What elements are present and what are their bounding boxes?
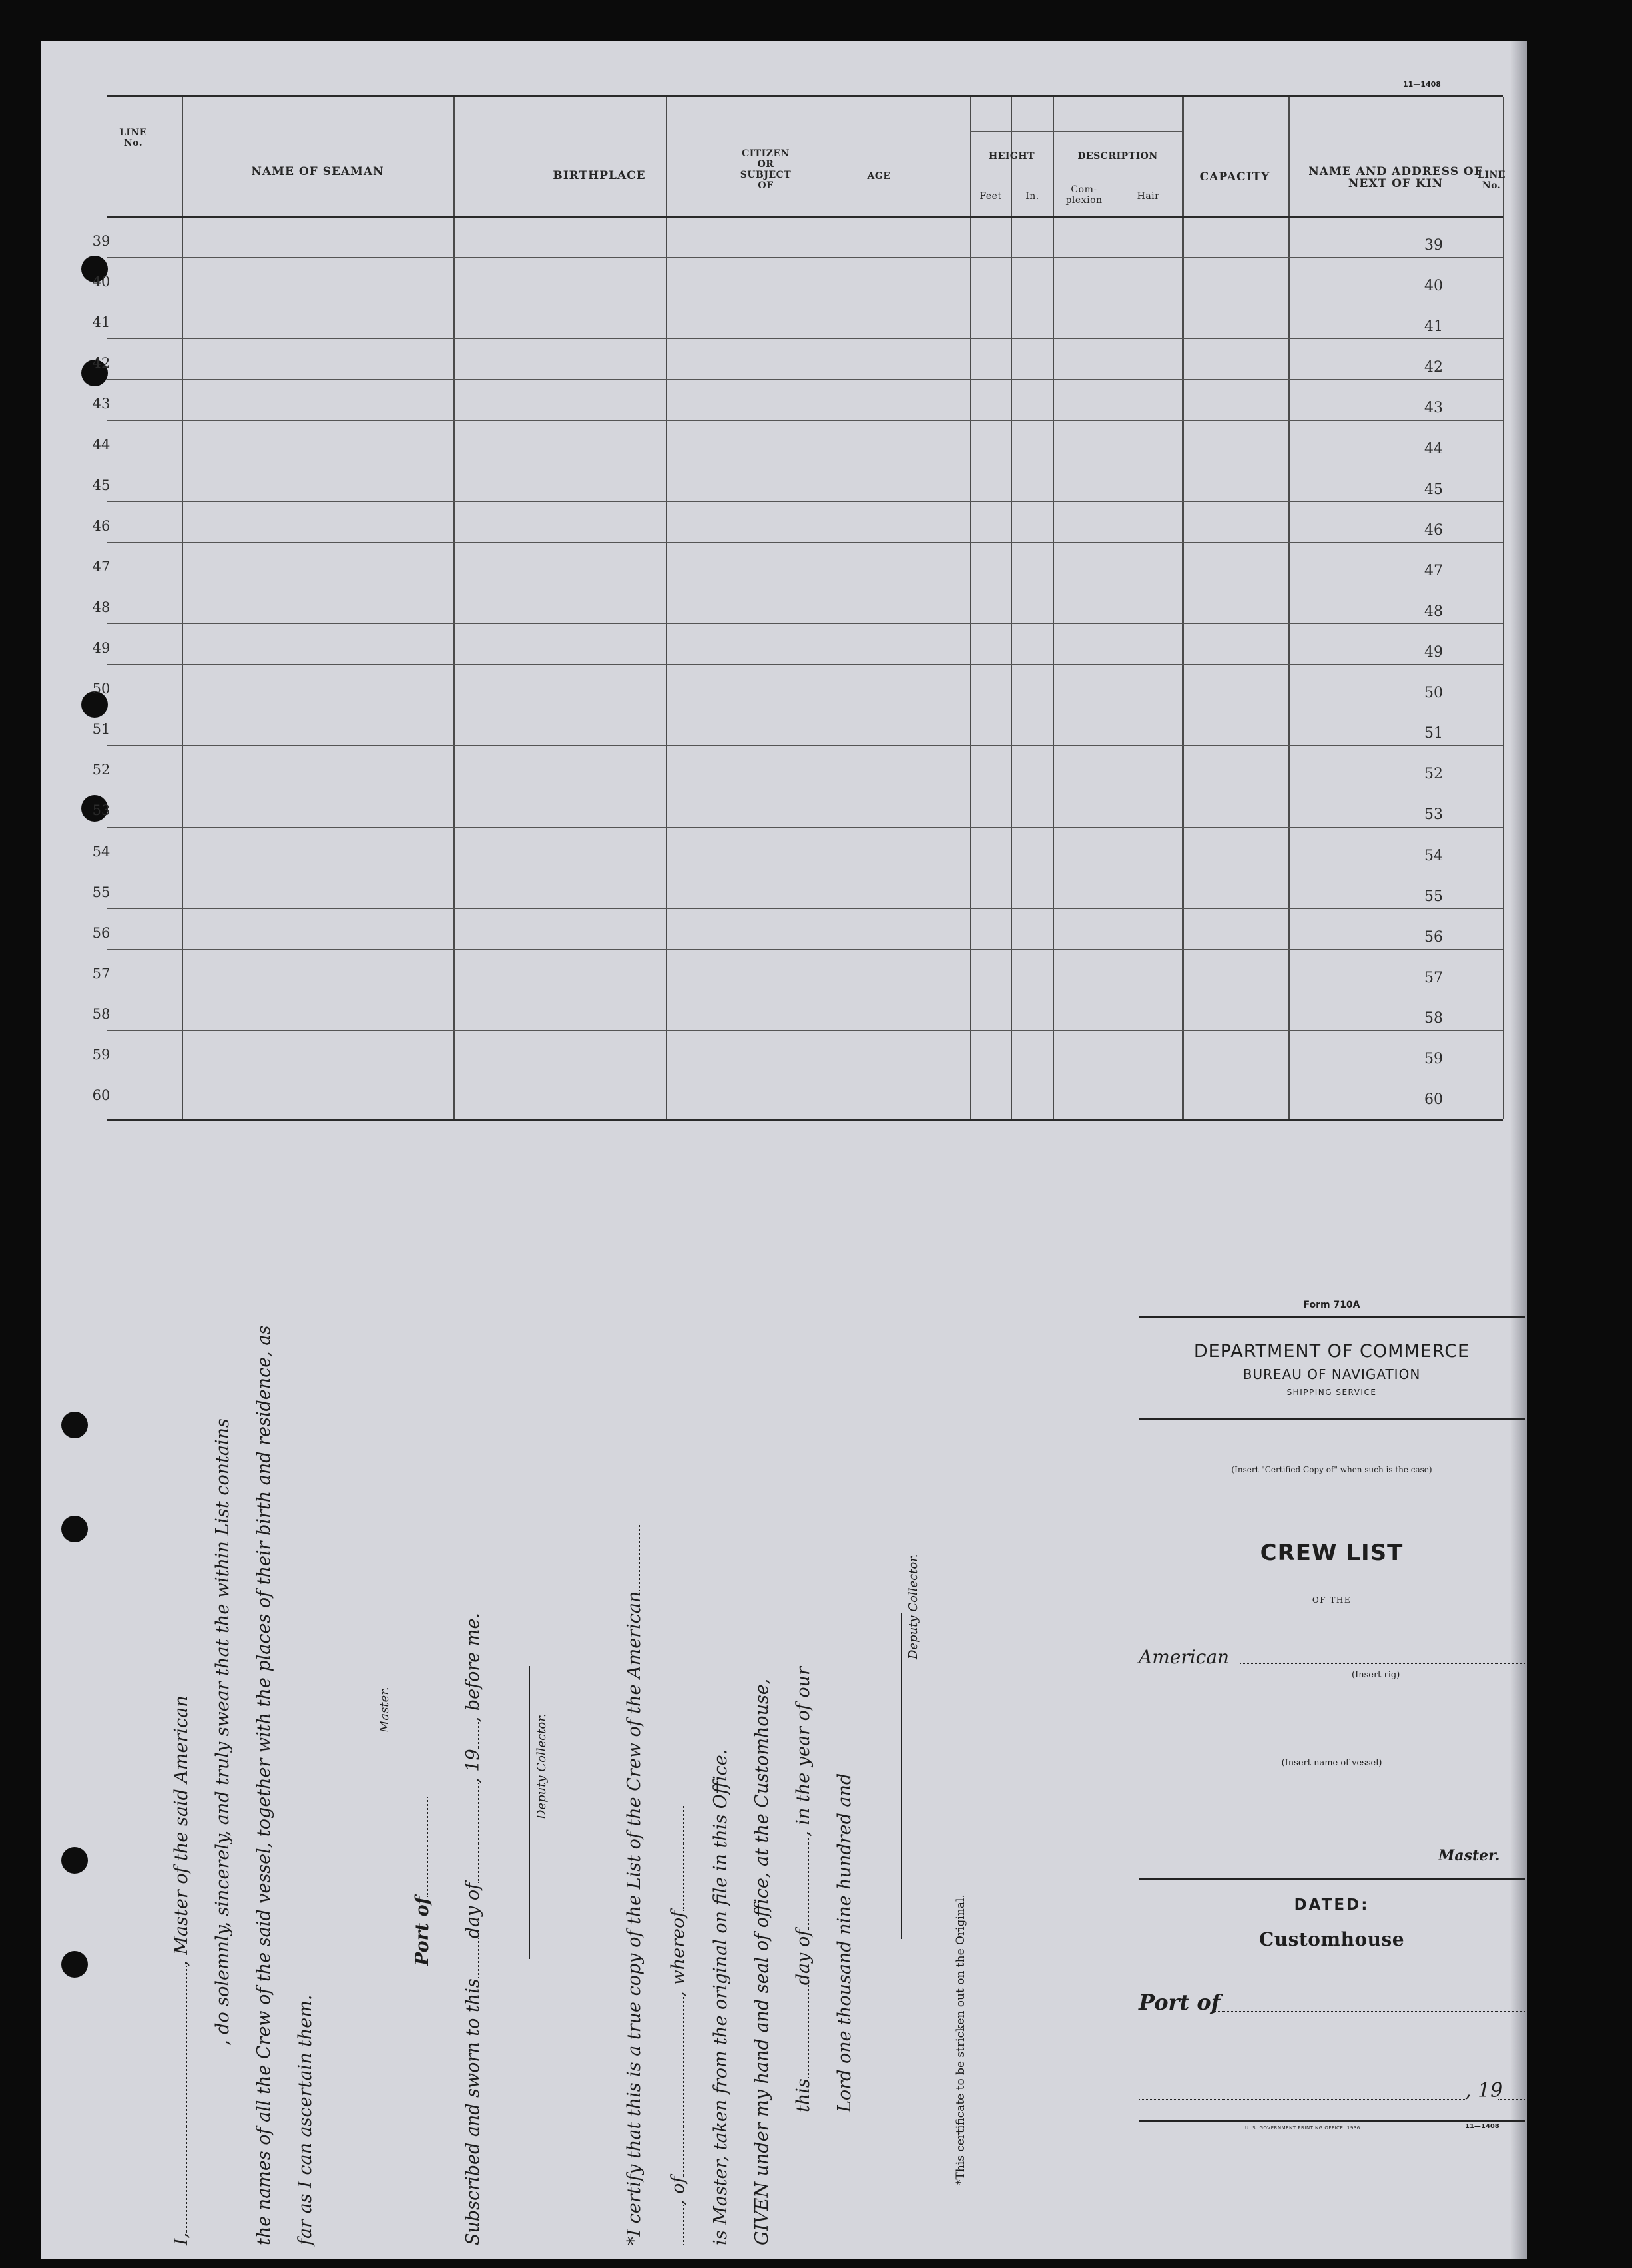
year-blank-cover[interactable] [1498, 2086, 1525, 2100]
certify-line-3: is Master, taken from the original on file in this Office. [710, 1749, 731, 2245]
line-number-right: 48 [1424, 603, 1443, 620]
line-number-right: 51 [1424, 725, 1443, 742]
insert-vessel-note: (Insert name of vessel) [1281, 1758, 1382, 1768]
subscribed-line [463, 1613, 483, 2245]
american-label: American [1139, 1646, 1230, 1668]
line-number-right: 55 [1424, 888, 1443, 905]
given-line: GIVEN under my hand and seal of office, at the Customhouse, [752, 1678, 772, 2245]
line-number-left: 46 [92, 517, 111, 534]
line-number-right: 46 [1424, 521, 1443, 539]
before-me-text: , before me. [463, 1612, 483, 1723]
header-complexion: Com- plexion [1065, 184, 1103, 206]
line-number-left: 45 [92, 477, 111, 493]
line-number-left: 56 [92, 924, 111, 941]
row-rule [107, 257, 1503, 258]
line-number-left: 54 [92, 843, 111, 860]
punch-hole [61, 1951, 88, 1978]
line-number-right: 43 [1424, 400, 1443, 417]
row-rule [107, 542, 1503, 543]
header-birthplace: BIRTHPLACE [553, 169, 646, 182]
certify-line-2 [668, 1805, 688, 2245]
line-number-left: 48 [92, 599, 111, 615]
home-port-blank[interactable] [669, 1997, 684, 2177]
punch-hole [61, 1847, 88, 1874]
row-rule [107, 1030, 1503, 1031]
line-number-left: 44 [92, 436, 111, 453]
row-rule [107, 501, 1503, 502]
year-label-cover: , 19 [1465, 2079, 1503, 2102]
line-number-right: 57 [1424, 969, 1443, 986]
crew-list-title: CREW LIST [1260, 1540, 1404, 1566]
line-number-right: 54 [1424, 847, 1443, 864]
certified-copy-blank[interactable] [1139, 1446, 1525, 1460]
vessel-name-blank-cover[interactable] [1139, 1739, 1525, 1753]
row-rule [107, 338, 1503, 339]
line-number-right: 49 [1424, 644, 1443, 661]
line-number-left: 53 [92, 802, 111, 819]
port-of-label: Port of [412, 1896, 433, 1966]
dated-label: DATED: [1294, 1896, 1370, 1914]
punch-hole [61, 1516, 88, 1542]
insert-rig-note: (Insert rig) [1352, 1670, 1400, 1680]
rig-blank[interactable] [1240, 1645, 1525, 1664]
line-number-left: 41 [92, 314, 111, 331]
line-number-left: 58 [92, 1005, 111, 1022]
line-number-left: 43 [92, 396, 111, 412]
line-number-right: 58 [1424, 1009, 1443, 1027]
form-number: Form 710A [1303, 1300, 1360, 1310]
day-of-text: day of [463, 1882, 483, 1939]
table-rule [182, 97, 183, 1119]
port-blank[interactable] [413, 1797, 428, 1897]
header-height: HEIGHT [988, 151, 1035, 162]
table-rule [970, 97, 971, 1119]
line-number-left: 42 [92, 355, 111, 372]
whereof-text: , whereof [668, 1910, 688, 1997]
header-line-no: LINE No. [119, 127, 147, 148]
of-the-label: OF THE [1312, 1595, 1352, 1605]
row-rule [107, 745, 1503, 746]
table-rule [666, 97, 667, 1119]
header-citizen: CITIZEN OR SUBJECT OF [740, 148, 792, 191]
line-number-right: 56 [1424, 928, 1443, 946]
header-description: DESCRIPTION [1077, 151, 1158, 162]
printer-imprint: U. S. GOVERNMENT PRINTING OFFICE: 1936 [1245, 2126, 1360, 2131]
master-name-blank[interactable] [172, 1966, 187, 2233]
certificate-footnote: *This certificate to be stricken out on the Original. [954, 1894, 967, 2185]
department-title: DEPARTMENT OF COMMERCE [1193, 1341, 1470, 1362]
table-rule [1053, 131, 1182, 132]
line-number-right: 52 [1424, 766, 1443, 783]
table-rule [1503, 97, 1504, 1119]
affidavit-line-1 [171, 1695, 192, 2245]
master-label-cover: Master. [1438, 1847, 1500, 1864]
line-number-left: 60 [92, 1087, 111, 1104]
table-rule [1011, 97, 1012, 1119]
cover-rule [1139, 1316, 1525, 1318]
insert-copy-note: (Insert "Certified Copy of" when such is the case) [1231, 1465, 1432, 1474]
deputy-collector-signature-line-2[interactable] [901, 1613, 902, 1939]
form-code-top: 11—1408 [1403, 80, 1441, 89]
master-label: Master. [378, 1687, 392, 1733]
given-month-blank[interactable] [794, 1837, 809, 1930]
line-number-left: 39 [92, 233, 111, 249]
line-number-right: 59 [1424, 1051, 1443, 1067]
row-rule [107, 949, 1503, 950]
affidavit-line-2 [212, 1418, 233, 2245]
service-title: SHIPPING SERVICE [1286, 1388, 1377, 1397]
form-code-bottom: 11—1408 [1465, 2123, 1499, 2130]
master-affidavit [158, 1207, 1050, 2245]
table-rule [1053, 97, 1054, 1119]
certified-vessel-blank[interactable] [625, 1525, 640, 1591]
deputy-collector-signature-line[interactable] [529, 1666, 530, 1959]
row-rule [107, 420, 1503, 421]
deputy-collector-label-2: Deputy Collector. [906, 1554, 920, 1659]
year-prefix: , 19 [463, 1749, 483, 1783]
port-of-cover-label: Port of [1139, 1990, 1221, 2015]
row-rule [107, 827, 1503, 828]
line-number-right: 41 [1424, 318, 1443, 336]
certify-text: *I certify that this is a true copy of the List of the Crew of the American [624, 1591, 645, 2245]
header-next-of-kin: NAME AND ADDRESS OF NEXT OF KIN [1308, 165, 1483, 190]
affidavit-line-4: far as I can ascertain them. [295, 1994, 316, 2245]
header-inches: In. [1025, 191, 1039, 202]
affidavit-i: I, [171, 2232, 192, 2245]
line-number-left: 49 [92, 640, 111, 656]
year-of-our-text: , in the year of our [793, 1667, 814, 1837]
line-number-right: 42 [1424, 359, 1443, 376]
affidavit-line-3: the names of all the Crew of the said vessel, together with the places of their birth and residence, as [254, 1325, 274, 2245]
table-rule [453, 97, 455, 1119]
lord-text: Lord one thousand nine hundred and [834, 1773, 855, 2112]
row-rule [107, 379, 1503, 380]
line-number-right: 60 [1424, 1091, 1443, 1109]
table-rule [1182, 97, 1184, 1119]
header-capacity: CAPACITY [1199, 170, 1270, 184]
cover-rule [1139, 1418, 1525, 1420]
sworn-day-blank[interactable] [463, 1938, 479, 1978]
line-number-left: 55 [92, 884, 111, 900]
line-number-left: 57 [92, 965, 111, 982]
lord-line [834, 1573, 855, 2112]
line-number-right: 44 [1424, 440, 1443, 457]
table-rule [1288, 97, 1290, 1119]
cover-panel [1139, 1300, 1525, 2139]
year-words-blank[interactable] [835, 1573, 850, 1773]
header-hair: Hair [1137, 191, 1160, 202]
deputy-collector-label: Deputy Collector. [535, 1713, 549, 1819]
line-number-left: 59 [92, 1047, 111, 1063]
sworn-month-blank[interactable] [463, 1783, 479, 1883]
row-rule [107, 664, 1503, 665]
table-rule [107, 216, 1503, 218]
line-number-right: 45 [1424, 481, 1443, 498]
line-number-left: 40 [92, 274, 111, 290]
line-number-right: 39 [1424, 237, 1443, 254]
bureau-title: BUREAU OF NAVIGATION [1242, 1366, 1421, 1382]
header-age: AGE [867, 171, 891, 182]
vessel-name-blank[interactable] [213, 2046, 228, 2245]
date-blank-cover[interactable] [1139, 2086, 1465, 2100]
row-rule [107, 623, 1503, 624]
sworn-year-blank[interactable] [463, 1722, 479, 1749]
this-text: this [793, 2078, 814, 2112]
this-day-line [793, 1667, 814, 2112]
port-blank-cover[interactable] [1213, 1991, 1525, 2012]
table-rule [970, 131, 1053, 132]
subscribed-text: Subscribed and sworn to this [463, 1978, 483, 2245]
cover-rule [1139, 1878, 1525, 1880]
line-number-left: 51 [92, 721, 111, 738]
cover-rule [1139, 2120, 1525, 2122]
crew-table [107, 95, 1503, 1121]
form-page [41, 41, 1527, 2259]
port-of-line [412, 1797, 433, 1966]
of-text: , of [668, 2176, 688, 2205]
affidavit-master-of: , Master of the said American [171, 1695, 192, 1966]
given-day-blank[interactable] [794, 1985, 809, 2078]
affidavit-swear-text: , do solemnly, sincerely, and truly swear that the within List contains [212, 1418, 233, 2046]
line-number-left: 52 [92, 762, 111, 778]
line-number-left: 50 [92, 681, 111, 697]
line-number-right: 40 [1424, 278, 1443, 295]
row-rule [107, 908, 1503, 909]
line-number-right: 47 [1424, 562, 1443, 579]
master-name-blank-2[interactable] [669, 1805, 684, 1911]
line-number-left: 47 [92, 558, 111, 575]
line-number-right: 53 [1424, 806, 1443, 824]
vessel-blank-2[interactable] [669, 2205, 684, 2245]
header-name-of-seaman: NAME OF SEAMAN [251, 165, 384, 178]
day-of-text-2: day of [793, 1929, 814, 1986]
punch-hole [61, 1412, 88, 1438]
certify-line-1 [624, 1525, 645, 2245]
header-feet: Feet [979, 191, 1002, 202]
customhouse-label: Customhouse [1258, 1928, 1405, 1950]
line-number-right: 50 [1424, 685, 1443, 702]
header-line-no-right: LINE No. [1478, 170, 1505, 191]
